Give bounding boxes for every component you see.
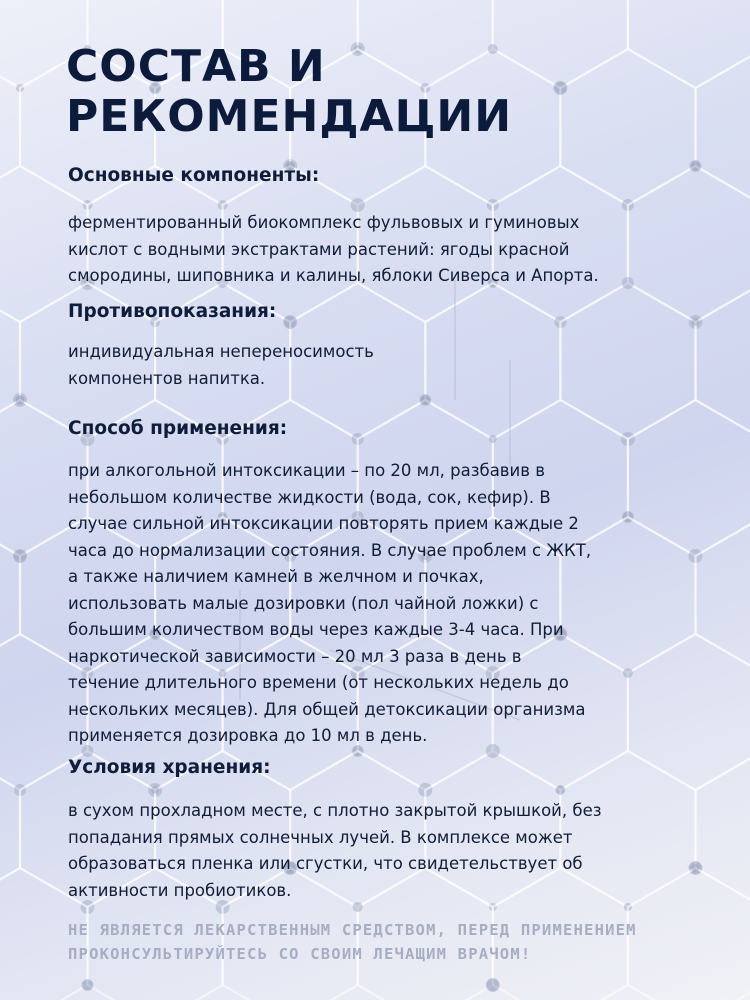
text-line: большим количеством воды через каждые 3-4 часа. При	[68, 620, 564, 639]
text-line: кислот с водными экстрактами растений: ягоды красной	[68, 239, 570, 259]
section-storage-body	[68, 798, 708, 904]
page-title	[66, 42, 706, 142]
page-title-line-2: РЕКОМЕНДАЦИИ	[66, 91, 513, 142]
text-line: использовать малые дозировки (пол чайной ложки) с	[68, 593, 539, 613]
section-components-body	[68, 210, 708, 290]
section-contraindications-body	[68, 339, 708, 392]
text-line: применяется дозировка до 10 мл в день.	[68, 726, 428, 745]
section-usage-body	[68, 458, 708, 750]
text-line: попадания прямых солнечных лучей. В комплексе может	[68, 827, 573, 847]
text-line: образоваться пленка или сгустки, что свидетельствует об	[68, 854, 583, 873]
text-line: случае сильной интоксикации повторять прием каждые 2	[68, 514, 579, 533]
disclaimer-line-1: НЕ ЯВЛЯЕТСЯ ЛЕКАРСТВЕННЫМ СРЕДСТВОМ, ПЕРЕД ПРИМЕНЕНИЕМ	[68, 921, 637, 939]
text-line: ферментированный биокомплекс фульвовых и гуминовых	[68, 213, 580, 232]
section-components	[68, 163, 708, 290]
text-line: нескольких месяцев). Для общей детоксикации организма	[68, 699, 586, 719]
page-title-line-1: СОСТАВ И	[66, 41, 326, 92]
text-line: при алкогольной интоксикации – по 20 мл, разбавив в	[68, 461, 545, 480]
text-line: индивидуальная непереносимость	[68, 342, 374, 361]
disclaimer-line-2: ПРОКОНСУЛЬТИРУЙТЕСЬ СО СВОИМ ЛЕЧАЩИМ ВРАЧОМ!	[68, 945, 532, 963]
text-line: активности пробиотиков.	[68, 880, 292, 900]
text-line: а также наличием камней в желчном и почках,	[68, 567, 484, 586]
text-line: смородины, шиповника и калины, яблоки Сиверса и Апорта.	[68, 266, 599, 285]
section-contraindications-heading: Противопоказания:	[68, 301, 277, 322]
text-line: часа до нормализации состояния. В случае проблем с ЖКТ,	[68, 540, 592, 560]
text-line: течение длительного времени (от нескольких недель до	[68, 673, 569, 692]
text-line: в сухом прохладном месте, с плотно закрытой крышкой, без	[68, 801, 602, 820]
text-line: наркотической зависимости – 20 мл 3 раза в день в	[68, 646, 522, 666]
section-usage	[68, 416, 708, 750]
medical-disclaimer	[68, 918, 708, 966]
section-components-heading: Основные компоненты:	[68, 165, 320, 186]
section-usage-heading: Способ применения:	[68, 418, 288, 439]
section-contraindications	[68, 299, 708, 392]
text-line: компонентов напитка.	[68, 368, 266, 388]
section-storage-heading: Условия хранения:	[68, 757, 271, 778]
text-line: небольшом количестве жидкости (вода, сок, кефир). В	[68, 487, 551, 507]
section-storage	[68, 755, 708, 904]
